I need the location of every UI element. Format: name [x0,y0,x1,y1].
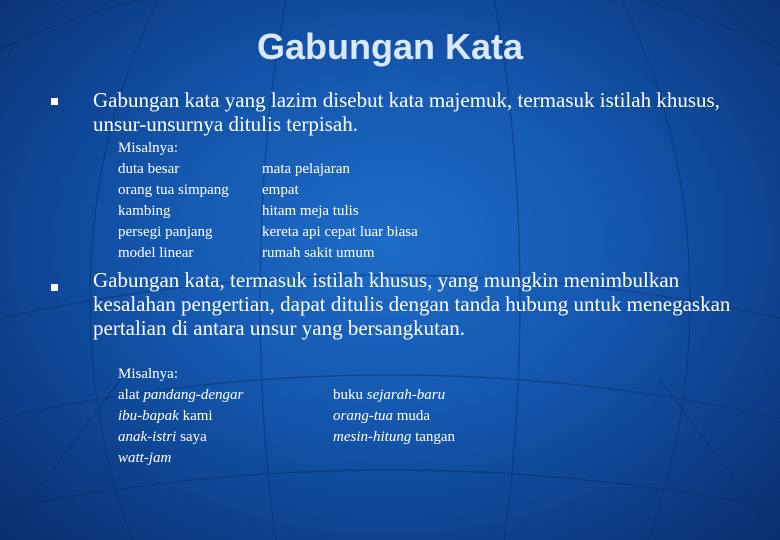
example-item [118,427,243,448]
example-compound-word: pandang-dengar [143,387,244,403]
example-compound-word: sejarah-baru [366,387,446,403]
example-word: muda [393,408,431,424]
example-compound-word: ibu-bapak [118,408,179,424]
example-2-right-column [333,385,455,448]
example-word: saya [176,429,207,445]
example-item [333,385,455,406]
bullet-marker [51,98,58,105]
example-word: buku [333,387,367,403]
example-item: kereta api cepat luar biasa [262,224,418,240]
example-compound-word: mesin-hitung [333,429,412,445]
example-item: model linear [118,245,194,261]
example-1-left-column [118,159,229,264]
example-item: hitam meja tulis [262,203,359,219]
example-item [333,427,455,448]
example-compound-word: anak-istri [118,429,177,445]
example-word: tangan [411,429,456,445]
example-item [333,406,455,427]
example-item: persegi panjang [118,224,213,240]
example-item: kambing [118,203,171,219]
example-item: orang tua simpang [118,182,229,198]
example-item: rumah sakit umum [262,245,375,261]
example-item: empat [262,182,299,198]
example-item [118,385,243,406]
example-item [118,448,243,469]
example-2-heading: Misalnya: [118,366,178,382]
bullet-marker [51,284,58,291]
example-1-heading: Misalnya: [118,140,178,156]
example-compound-word: watt-jam [118,450,172,466]
bullet-2-text: Gabungan kata, termasuk istilah khusus, yang mungkin menimbulkan kesalahan pengertian, dapat ditulis dengan tanda hubung untuk menegaskan pertalian di antara unsur yang bersangkutan. [93,268,731,340]
slide-title: Gabungan Kata [256,26,524,67]
example-item [118,406,243,427]
example-word: alat [118,387,144,403]
bullet-1-text: Gabungan kata yang lazim disebut kata majemuk, termasuk istilah khusus, unsur-unsurnya ditulis terpisah. [93,88,720,136]
example-1-right-column [262,159,418,264]
example-item: mata pelajaran [262,161,350,177]
example-compound-word: orang-tua [333,408,393,424]
example-2-left-column [118,385,243,469]
example-word: kami [178,408,213,424]
example-item: duta besar [118,161,180,177]
